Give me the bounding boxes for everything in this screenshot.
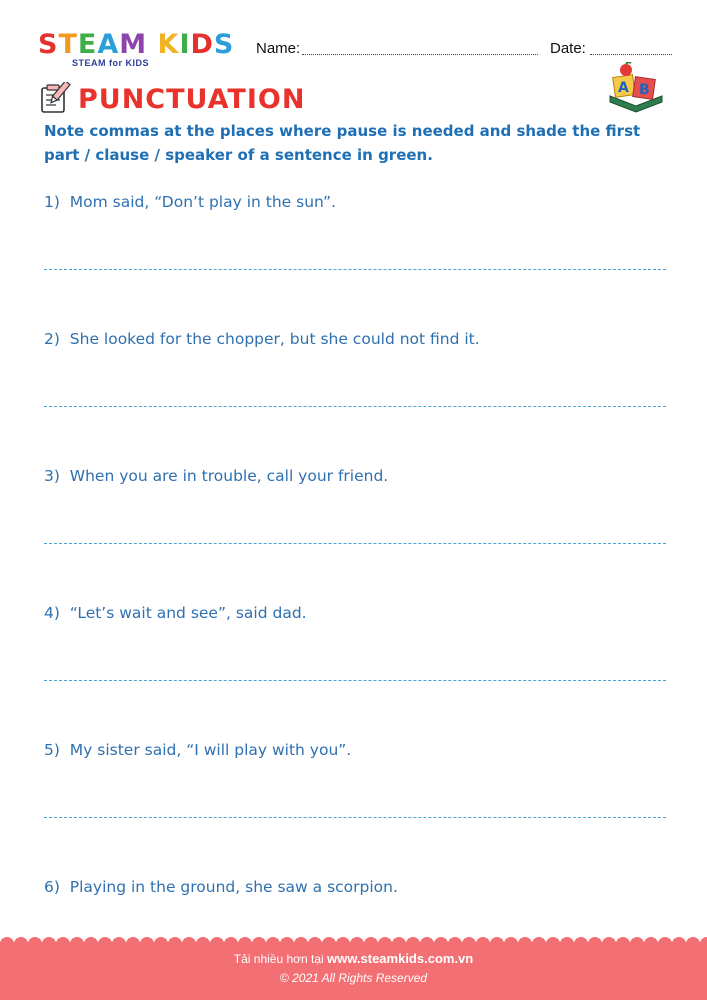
worksheet-title: PUNCTUATION bbox=[78, 84, 306, 115]
logo-wordmark bbox=[38, 30, 234, 60]
notepad-pencil-icon bbox=[38, 82, 72, 118]
logo-letter bbox=[147, 29, 157, 60]
logo-letter: D bbox=[190, 29, 214, 60]
date-label: Date: bbox=[550, 40, 586, 57]
question-text: “Let’s wait and see”, said dad. bbox=[69, 604, 307, 622]
question-text: Playing in the ground, she saw a scorpion. bbox=[69, 878, 398, 896]
question-text: She looked for the chopper, but she could not find it. bbox=[69, 330, 480, 348]
question-number: 5) bbox=[44, 741, 60, 759]
logo-letter: I bbox=[179, 29, 191, 60]
answer-line-2[interactable] bbox=[44, 406, 666, 407]
instructions-text: Note commas at the places where pause is needed and shade the first part / clause / speaker of a sentence in green. bbox=[44, 122, 641, 164]
question-text: My sister said, “I will play with you”. bbox=[69, 741, 352, 759]
question-4 bbox=[44, 604, 307, 622]
date-field[interactable] bbox=[590, 54, 672, 55]
footer-copyright: © 2021 All Rights Reserved bbox=[279, 971, 428, 985]
footer-website-link[interactable]: www.steamkids.com.vn bbox=[327, 951, 474, 966]
question-number: 3) bbox=[44, 467, 60, 485]
logo-letter: S bbox=[213, 29, 235, 60]
logo-letter: S bbox=[38, 29, 59, 60]
steam-kids-logo bbox=[38, 29, 235, 68]
name-label: Name: bbox=[256, 40, 301, 57]
logo-letter: A bbox=[97, 29, 120, 60]
question-6 bbox=[44, 878, 398, 896]
svg-text:A: A bbox=[618, 80, 629, 96]
answer-line-1[interactable] bbox=[44, 269, 666, 270]
logo-tagline: STEAM for KIDS bbox=[72, 58, 150, 68]
answer-line-4[interactable] bbox=[44, 680, 666, 681]
question-3 bbox=[44, 467, 388, 485]
abc-books-apple-icon bbox=[604, 62, 666, 118]
logo-letter: E bbox=[77, 29, 98, 60]
question-5 bbox=[44, 741, 351, 759]
question-1 bbox=[44, 193, 336, 211]
name-field[interactable] bbox=[302, 54, 538, 55]
logo-letter: K bbox=[157, 29, 180, 60]
footer-more-prefix: Tải nhiều hơn tại bbox=[233, 952, 324, 966]
footer-website-line bbox=[0, 951, 707, 966]
svg-text:B: B bbox=[639, 82, 650, 98]
question-text: Mom said, “Don’t play in the sun”. bbox=[69, 193, 336, 211]
question-number: 1) bbox=[44, 193, 60, 211]
logo-letter: M bbox=[119, 29, 148, 60]
question-number: 6) bbox=[44, 878, 60, 896]
answer-line-3[interactable] bbox=[44, 543, 666, 544]
logo-letter: T bbox=[58, 29, 78, 60]
question-2 bbox=[44, 330, 480, 348]
question-text: When you are in trouble, call your friend. bbox=[69, 467, 389, 485]
question-number: 2) bbox=[44, 330, 60, 348]
answer-line-5[interactable] bbox=[44, 817, 666, 818]
question-number: 4) bbox=[44, 604, 60, 622]
